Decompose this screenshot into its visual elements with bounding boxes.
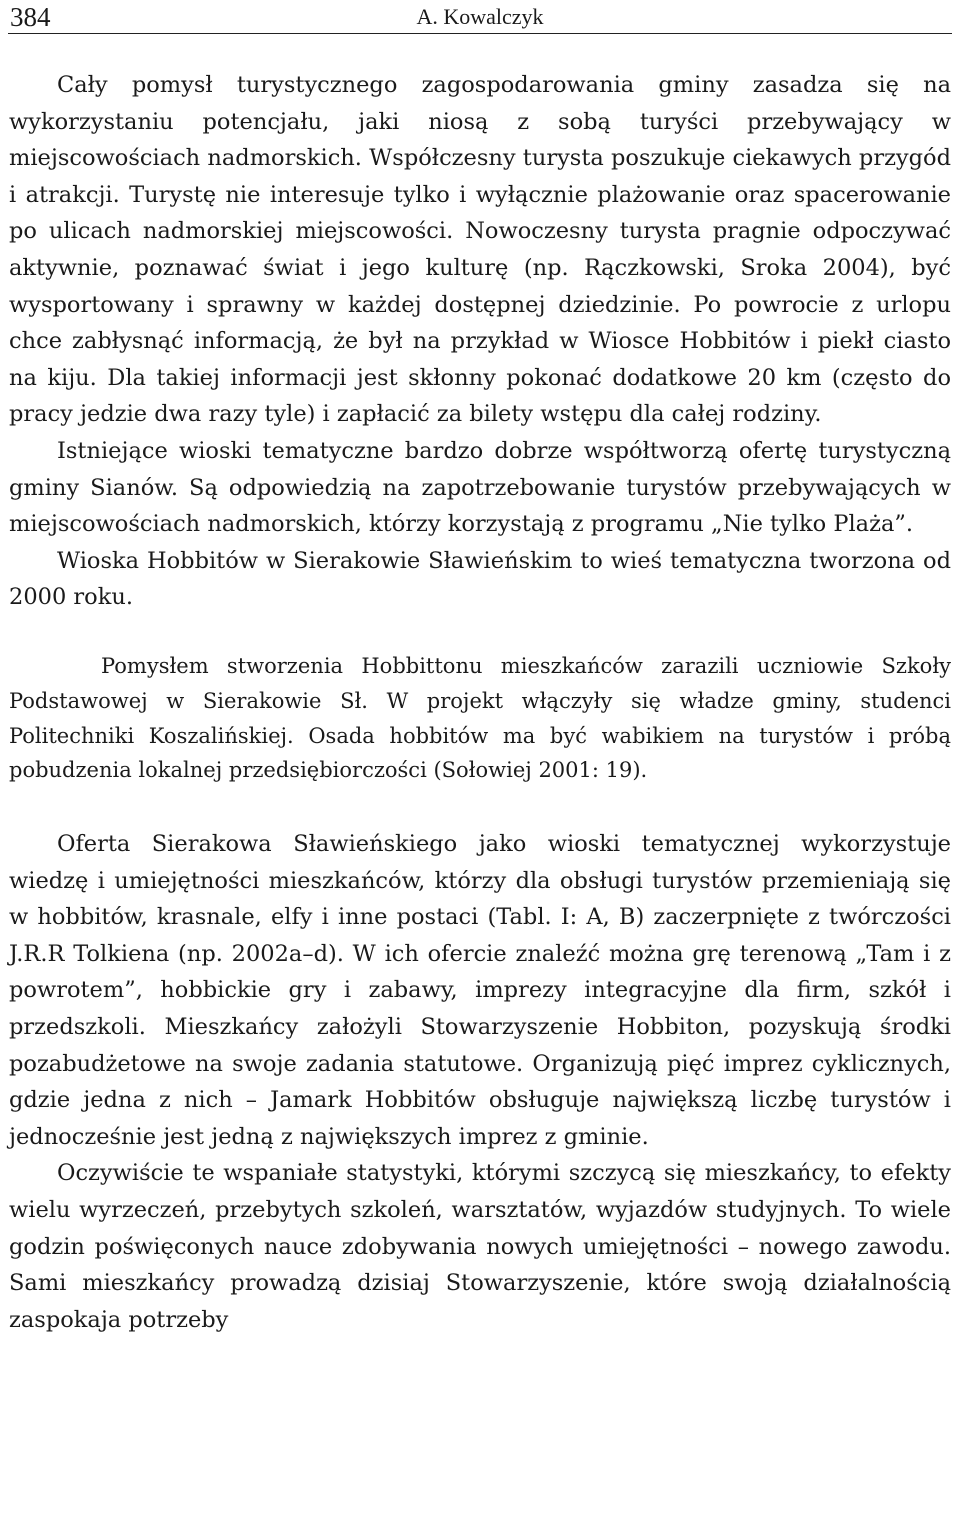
running-head: A. Kowalczyk [416, 4, 544, 29]
paragraph-2: Istniejące wioski tematyczne bardzo dobrze współtworzą ofertę turystyczną gminy Sianów. Są odpowiedzią na zapotrzebowanie turystów przebywających w miejscowościach nadmorskich, którzy korzystają z programu „Nie tylko Plaża”. [9, 437, 951, 538]
paragraph-5: Oczywiście te wspaniałe statystyki, którymi szczycą się mieszkańcy, to efekty wielu wyrzeczeń, przebytych szkoleń, warsztatów, wyjazdów studyjnych. To wiele godzin poświęconych nauce zdobywania nowych umiejętności – nowego zawodu. Sami mieszkańcy prowadzą dzisiaj Stowarzyszenie, które swoją działalnością zaspokaja potrzeby [9, 1160, 951, 1333]
page-header [8, 0, 952, 34]
paragraph-4: Oferta Sierakowa Sławieńskiego jako wioski tematycznej wykorzystuje wiedzę i umiejętności mieszkańców, którzy dla obsługi turystów przemieniają się w hobbitów, krasnale, elfy i inne postaci (Tabl. I: A, B) zaczerpnięte z twórczości J.R.R Tolkiena (np. 2002a–d). W ich ofercie znaleźć można grę terenową „Tam i z powrotem”, hobbickie gry i zabawy, imprezy integracyjne dla firm, szkół i przedszkoli. Mieszkańcy założyli Stowarzyszenie Hobbiton, pozyskują środki pozabudżetowe na swoje zadania statutowe. Organizują pięć imprez cyklicznych, gdzie jedna z nich – Jamark Hobbitów obsługuje największą liczbę turystów i jednocześnie jest jedną z największych imprez z gminie. [9, 831, 951, 1150]
block-quote: Pomysłem stworzenia Hobbittonu mieszkańców zarazili uczniowie Szkoły Podstawowej w Sierakowie Sł. W projekt włączyły się władze gminy, studenci Politechniki Koszalińskiej. Osada hobbitów ma być wabikiem na turystów i próbą pobudzenia lokalnej przedsiębiorczości (Sołowiej 2001: 19). [9, 653, 951, 783]
paragraph-1: Cały pomysł turystycznego zagospodarowania gminy zasadza się na wykorzystaniu potencjału, jaki niosą z sobą turyści przebywający w miejscowościach nadmorskich. Współczesny turysta poszukuje ciekawych przygód i atrakcji. Turystę nie interesuje tylko i wyłącznie plażowanie oraz spacerowanie po ulicach nadmorskiej miejscowości. Nowoczesny turysta pragnie odpoczywać aktywnie, poznawać świat i jego kulturę (np. Rączkowski, Sroka 2004), być wysportowany i sprawny w każdej dostępnej dziedzinie. Po powrocie z urlopu chce zabłysnąć informacją, że był na przykład w Wiosce Hobbitów i piekł ciasto na kiju. Dla takiej informacji jest skłonny pokonać dodatkowe 20 km (często do pracy jedzie dwa razy tyle) i zapłacić za bilety wstępu dla całej rodziny. [9, 72, 951, 428]
page-number: 384 [10, 2, 51, 32]
page-body [9, 67, 951, 1338]
paragraph-3: Wioska Hobbitów w Sierakowie Sławieńskim to wieś tematyczna tworzona od 2000 roku. [9, 547, 951, 611]
